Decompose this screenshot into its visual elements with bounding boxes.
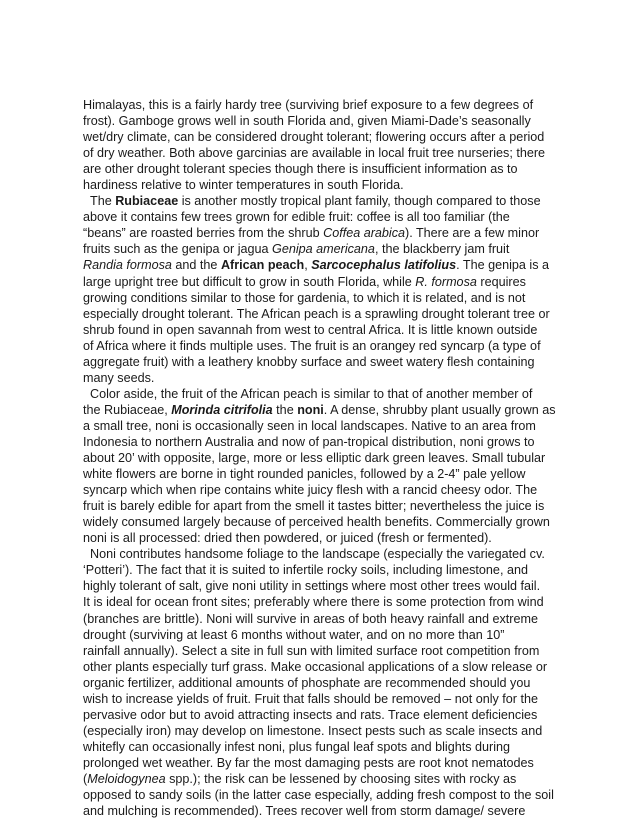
text-line	[83, 113, 545, 129]
text-line	[83, 771, 545, 787]
text-line	[83, 578, 545, 594]
text-run: (	[83, 771, 88, 786]
text-line	[83, 594, 545, 610]
text-line	[83, 787, 554, 803]
text-line	[83, 418, 545, 434]
emphasized-term: R. formosa	[415, 274, 477, 289]
text-line	[83, 354, 545, 370]
text-line	[83, 338, 545, 354]
text-run: especially drought tolerant. The African peach is a sprawling drought tolerant tree or	[83, 306, 550, 321]
text-line	[83, 739, 545, 755]
text-run: organic fertilizer, additional amounts of phosphate are recommended should you	[83, 675, 531, 690]
text-line	[83, 97, 545, 113]
emphasized-term: Rubiaceae	[115, 194, 179, 209]
text-line	[83, 466, 545, 482]
text-run: a small tree, noni is occasionally seen in local landscapes. Native to an area from	[83, 418, 536, 433]
text-run: Noni contributes handsome foliage to the landscape (especially the variegated cv.	[90, 547, 545, 562]
text-line	[83, 402, 556, 418]
text-run: white flowers are borne in tight rounded panicles, followed by a 2-4” pale yellow	[83, 467, 526, 482]
text-line	[83, 129, 545, 145]
emphasized-term: Meloidogynea	[87, 771, 166, 786]
text-run: large upright tree but difficult to grow in south Florida, while	[83, 274, 416, 289]
text-run: growing conditions similar to those for gardenia, to which it is related, and is not	[83, 290, 526, 305]
text-line	[83, 225, 545, 241]
text-run: the	[272, 402, 298, 417]
text-line	[83, 193, 545, 209]
text-line	[83, 675, 545, 691]
text-run: Himalayas, this is a fairly hardy tree (surviving brief exposure to a few degrees of	[83, 98, 534, 112]
text-run: pervasive odor but to avoid attracting insects and rats. Trace element deficiencies	[83, 707, 538, 722]
text-line	[83, 274, 545, 290]
text-line	[83, 306, 550, 322]
text-line	[83, 241, 545, 257]
text-line	[83, 257, 549, 273]
text-run: shrub found in open savannah from west to central Africa. It is little known outside	[83, 322, 538, 337]
emphasized-term: Morinda citrifolia	[171, 402, 273, 417]
text-line	[83, 659, 548, 675]
text-run: widely consumed largely because of perceived health benefits. Commercially grown	[83, 515, 550, 530]
text-run: spp.); the risk can be lessened by choosing sites with rocky as	[165, 771, 517, 786]
text-run: Indonesia to northern Australia and now of pan-tropical distribution, noni grows to	[83, 434, 535, 449]
text-run: whitefly can occasionally infest noni, plus fungal leaf spots and blights during	[83, 739, 511, 754]
emphasized-term: Sarcocephalus latifolius	[311, 258, 457, 273]
text-run: , the blackberry jam fruit	[374, 242, 510, 257]
text-line	[83, 177, 545, 193]
text-run: many seeds.	[83, 370, 155, 385]
text-run: (especially iron) may develop on limestone. Insect pests such as scale insects and	[83, 723, 543, 738]
text-run: noni is all processed: dried then powdered, or juiced (fresh or fermented).	[83, 531, 492, 546]
text-line	[83, 209, 545, 225]
text-run: ‘Potteri’). The fact that it is suited to infertile rocky soils, including limestone, and	[83, 563, 528, 578]
text-run: It is ideal for ocean front sites; preferably where there is some protection from wind	[83, 595, 544, 610]
text-line	[83, 386, 545, 402]
emphasized-term: Genipa americana	[272, 242, 375, 257]
text-line	[83, 161, 545, 177]
text-line	[83, 514, 550, 530]
text-line	[83, 322, 545, 338]
emphasized-term: Coffea arabica	[323, 226, 406, 241]
text-run: hardiness relative to winter temperatures in south Florida.	[83, 178, 404, 193]
text-run: frost). Gamboge grows well in south Florida and, given Miami-Dade’s seasonally	[83, 114, 531, 129]
text-run: prolonged wet weather. By far the most damaging pests are root knot nematodes	[83, 755, 534, 770]
text-run: and mulching is recommended). Trees recover well from storm damage/ severe	[83, 804, 526, 819]
text-line	[83, 691, 545, 707]
text-line	[83, 434, 545, 450]
text-run: wish to increase yields of fruit. Fruit that falls should be removed – not only for the	[83, 691, 538, 706]
emphasized-term: Randia formosa	[83, 258, 172, 273]
text-line	[83, 755, 545, 771]
text-run: other plants especially turf grass. Make occasional applications of a slow release or	[83, 659, 548, 674]
text-run: above it contains few trees grown for edible fruit: coffee is all too familiar (the	[83, 210, 510, 225]
text-run: ,	[304, 258, 312, 273]
text-line	[83, 530, 545, 546]
emphasized-term: African peach	[220, 258, 305, 273]
text-run: opposed to sandy soils (in the latter case especially, adding fresh compost to the soil	[83, 788, 554, 803]
text-run: wet/dry climate, can be considered drought tolerant; flowering occurs after a period	[83, 130, 545, 145]
text-run: and the	[171, 258, 221, 273]
text-line	[83, 482, 545, 498]
text-run: rainfall annually). Select a site in full sun with limited surface root competition from	[83, 643, 540, 658]
text-run: of Africa where it finds multiple uses. The fruit is an orangey red syncarp (a type of	[83, 338, 541, 353]
text-run: The	[90, 194, 116, 209]
text-run: aggregate fruit) with a leathery knobby surface and sweet watery flesh containing	[83, 354, 535, 369]
text-run: syncarp which when ripe contains white juicy flesh with a rancid cheesy odor. The	[83, 483, 538, 498]
text-line	[83, 290, 545, 306]
text-run: fruit is barely edible for apart from the smell it tastes bitter; nevertheless the juice is	[83, 499, 545, 514]
text-run: ). There are a few minor	[405, 226, 540, 241]
text-line	[83, 145, 545, 161]
text-run: is another mostly tropical plant family, though compared to those	[178, 194, 541, 209]
text-run: about 20’ with opposite, large, more or less elliptic dark green leaves. Small tubular	[83, 451, 546, 466]
text-line	[83, 450, 545, 466]
text-run: the Rubiaceae,	[83, 402, 172, 417]
text-run: “beans” are roasted berries from the shrub	[83, 226, 324, 241]
text-line	[83, 370, 545, 386]
text-run: drought (surviving at least 6 months without water, and on no more than 10”	[83, 627, 505, 642]
text-line	[83, 707, 545, 723]
text-run: of dry weather. Both above garcinias are available in local fruit tree nurseries; there	[83, 146, 546, 161]
text-line	[83, 498, 545, 514]
text-line	[83, 546, 545, 562]
text-run: Color aside, the fruit of the African peach is similar to that of another member of	[90, 386, 533, 401]
text-line	[83, 803, 545, 819]
text-run: (branches are brittle). Noni will survive in areas of both heavy rainfall and extreme	[83, 611, 538, 626]
text-run: are other drought tolerant species though there is insufficient information as to	[83, 162, 518, 177]
text-run: requires	[476, 274, 526, 289]
text-run: fruits such as the genipa or jagua	[83, 242, 273, 257]
text-run: highly tolerant of salt, give noni utility in settings where most other trees would fail.	[83, 579, 541, 594]
text-line	[83, 643, 545, 659]
emphasized-term: noni	[297, 402, 324, 417]
text-line	[83, 562, 545, 578]
text-line	[83, 611, 545, 627]
text-run: . A dense, shrubby plant usually grown as	[323, 402, 556, 417]
text-line	[83, 723, 545, 739]
document-body	[83, 97, 556, 819]
text-run: . The genipa is a	[456, 258, 549, 273]
text-line	[83, 627, 545, 643]
